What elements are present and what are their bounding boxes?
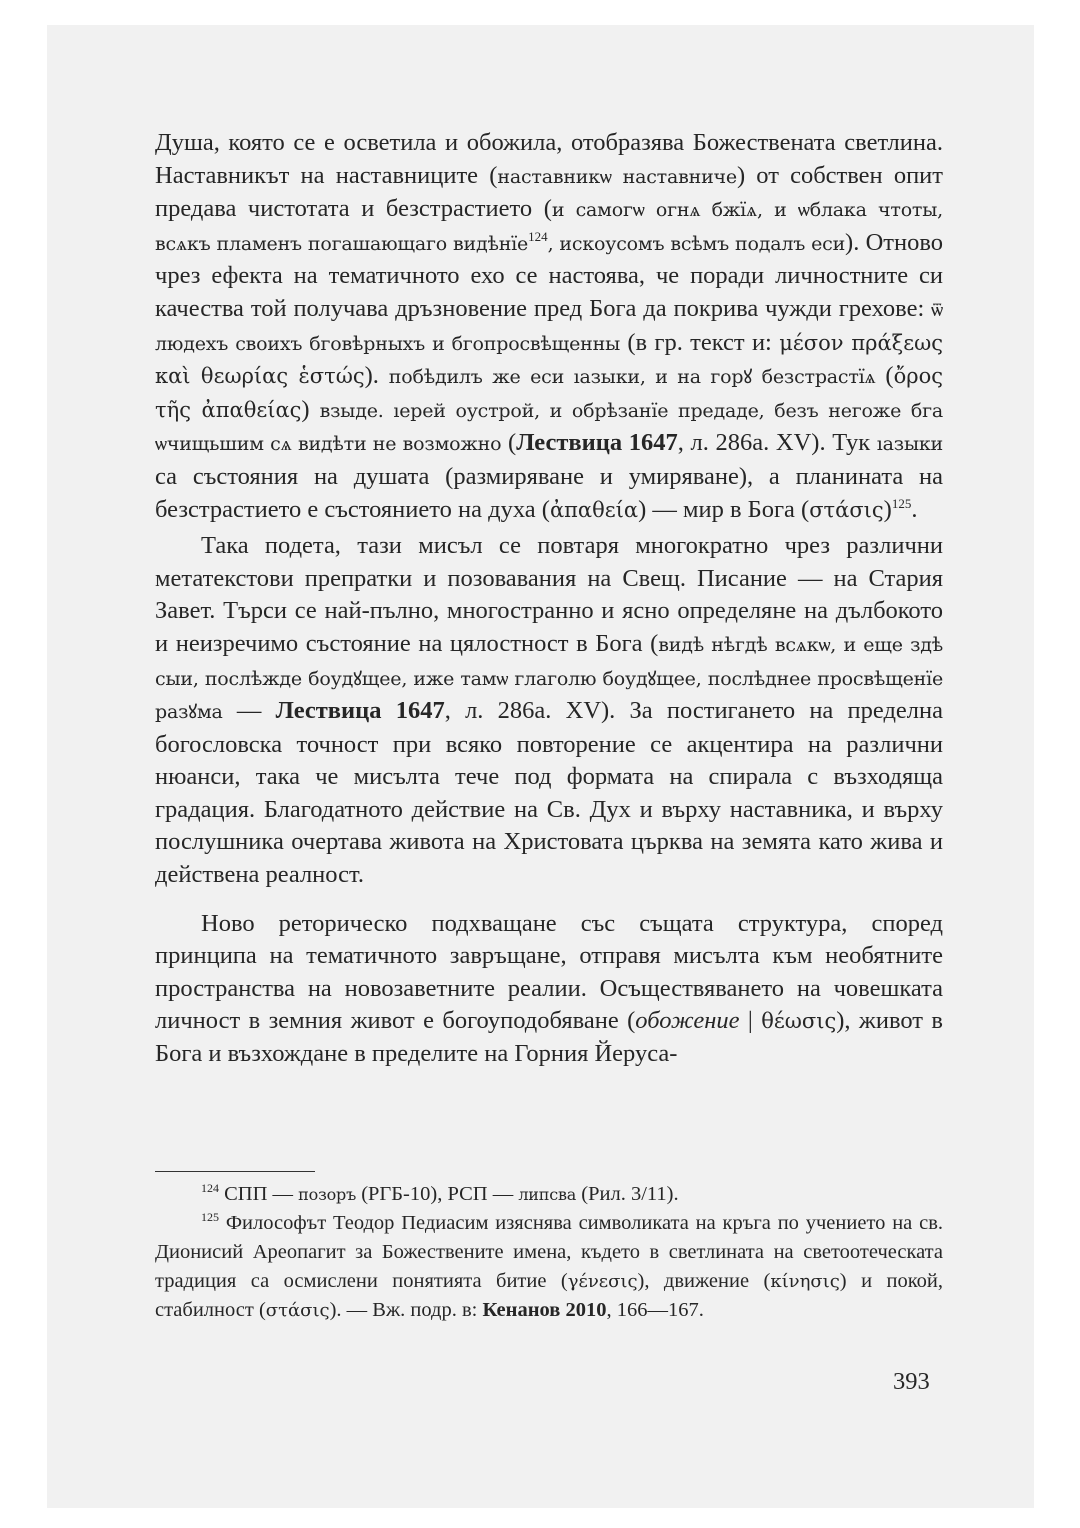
- citation-bold: Лествица 1647: [275, 697, 445, 725]
- footnotes: [155, 1180, 943, 1325]
- paragraph-3: Ново реторическо подхващане със същата структура, според принципа на тематичното завръщане, отправя мисълта към необятните пространства на новозаветните реалии. Осъществяването на човешката личност в земния живот е богоуподобяване (обожение | θέωσις), живот в Бога и възхождане в пределите на Горния Йеруса-: [155, 909, 943, 1068]
- footnote-124: $^{124}$ СПП — позоръ (РГБ-10), РСП — липсва (Рил. 3/11).: [201, 1181, 679, 1205]
- paragraph-1: Душа, която се е осветила и обожила, отобразява Божествената светлина. Наставникът на наставниците (наставникѡ наставниче) от собствен опит предава чистотата и безстрастието (и самогѡ огнѧ бжїѧ, и ѡблака чтоты, всѧкъ пламенъ погашающаго видѣнїе$^{124}$, искоусомъ всѣмъ подалъ еси). Отново чрез ефекта на тематичното ехо се настоява, че поради личностните си качества той получава дръзновение пред Бога да покрива чужди грехове: ѿ людехъ своихъ бговѣрныхъ и бгопросвѣщенны (в гр. текст и: μέσον πράξεως καὶ θεωρίας ἑστώς). побѣдилъ же еси ıазыки, и на горꙋ безстрастїѧ (ὄρος τῆς ἀπαθείας) взыде. ıерей оустрой, и обрѣзанїе предаде, безъ негоже бга ѡчищьшим сѧ видѣти не возможно (Лествица 1647, л. 286а. XV). Тук ıазыки са състояния на душата (размиряване и умиряване), а планината на безстрастието е състоянието на духа (ἀπαθεία) — мир в Бога $(\sigma\tau ά\sigma\iota\varsigma)^{125}$.: [155, 129, 944, 523]
- page-number: 393: [893, 1368, 930, 1395]
- footnote-125: $^{125}$ Философът Теодор Педиасим изяснява символиката на кръга по учението на св. Дионисий Ареопагит за Божествените имена, където в светлината на светоотеческата традиция са осмислени понятията битие (γένεσις), движение (κίνησις) и покой, стабилност (στάσις). — Вж. подр. в: Кенанов 2010, 166—167.: [155, 1210, 943, 1321]
- footnote-ref-125[interactable]: 125: [891, 495, 912, 511]
- main-text: [155, 127, 943, 1071]
- footnote-separator: [155, 1171, 315, 1172]
- citation-bold: Лествица 1647: [516, 429, 678, 457]
- paragraph-2: Така подета, тази мисъл се повтаря многократно чрез различни метатекстови препратки и позовавания на Свещ. Писание — на Стария Завет. Търси се най-пълно, многостранно и ясно определяне на дълбокото и неизречимо състояние на цялостност в Бога (видѣ нѣгдѣ всѧкѡ, и еще здѣ сыи, послѣжде боудꙋщее, иже тамѡ глаголю боудꙋщее, послѣднее просвѣщенїе разꙋма — Лествица 1647, л. 286а. XV). За постигането на пределна богословска точност при всяко повторение се акцентира на различни нюанси, така че мисълта тече под формата на спирала с възходяща градация. Благодатното действие на Св. Дух и върху наставника, и върху послушника очертава живота на Христовата църква на земята като жива и действена реалност.: [155, 532, 944, 889]
- footnote-ref-124[interactable]: 124: [528, 228, 548, 244]
